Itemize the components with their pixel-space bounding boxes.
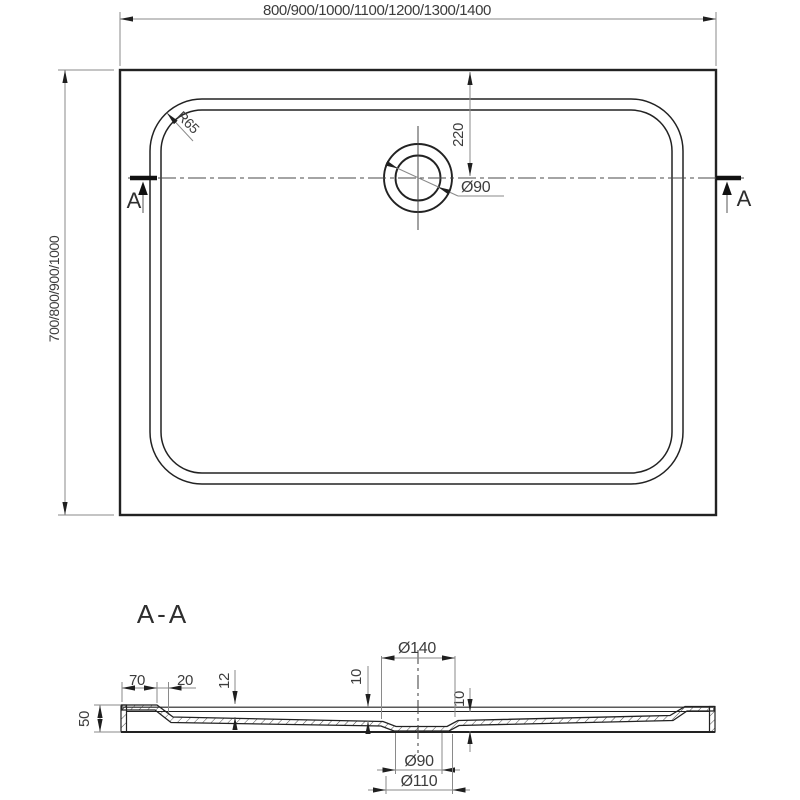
dimension-text-height: 700/800/900/1000	[46, 235, 62, 343]
dimension-text-width: 800/900/1000/1100/1200/1300/1400	[263, 2, 491, 19]
dimension-text-12: 12	[216, 673, 233, 689]
section-letter-right: A	[736, 186, 752, 211]
dimension-text-110: Ø110	[400, 773, 438, 790]
dimension-text-20: 20	[177, 672, 193, 689]
dimension-text-10-right: 10	[451, 691, 468, 707]
tray-left-wall-section	[121, 705, 127, 732]
tray-right-wall-section	[710, 707, 716, 733]
section-letter-left: A	[126, 188, 142, 213]
dimension-text-50: 50	[76, 711, 93, 727]
dimension-text-drain-offset: 220	[450, 123, 467, 147]
dimension-text-10-left: 10	[348, 669, 365, 685]
drain-diameter-text: Ø90	[461, 179, 491, 196]
corner-radius-text: R65	[173, 107, 203, 137]
section-title: A-A	[136, 599, 190, 629]
dimension-text-140: Ø140	[398, 640, 436, 657]
dimension-text-70: 70	[129, 672, 145, 689]
dimension-text-90: Ø90	[404, 753, 434, 770]
